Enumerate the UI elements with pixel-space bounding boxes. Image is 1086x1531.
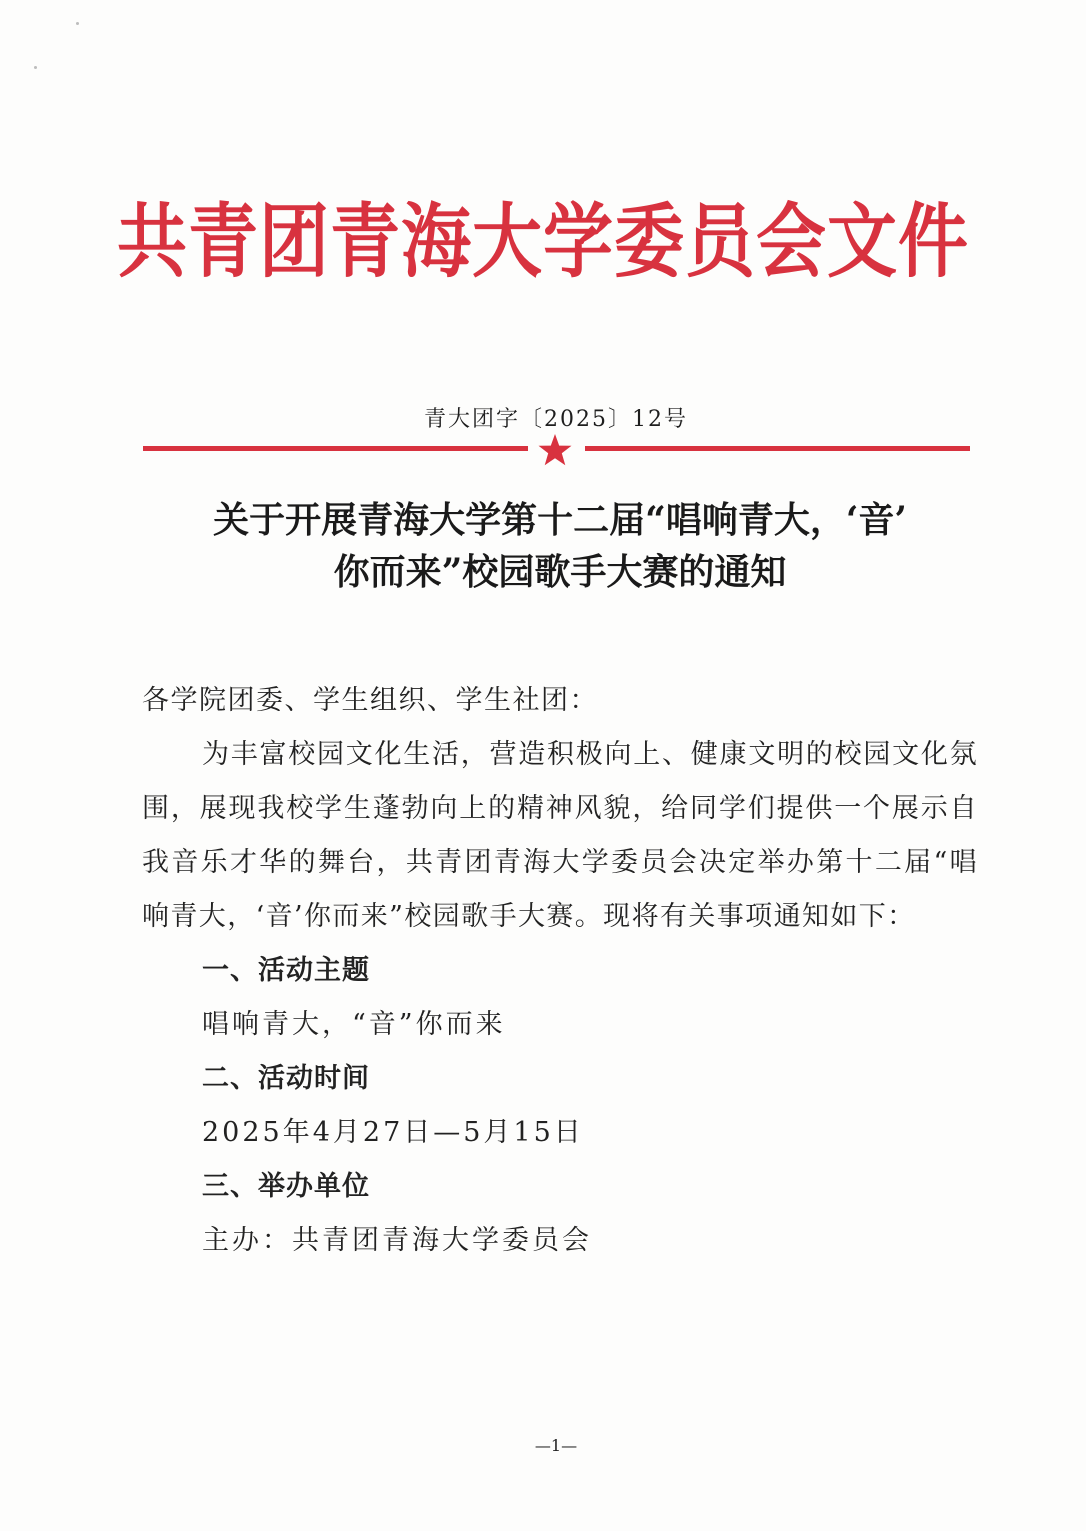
section-content-theme: 唱响青大，“音”你而来 — [202, 1009, 506, 1040]
separator-rule-left — [143, 446, 528, 451]
section-heading-time: 二、活动时间 — [202, 1063, 370, 1094]
separator-rule-right — [585, 446, 970, 451]
page-number: —1— — [534, 1436, 578, 1455]
notice-body — [142, 674, 978, 1268]
intro-paragraph: 为丰富校园文化生活，营造积极向上、健康文明的校园文化氛围，展现我校学生蓬勃向上的精神风貌，给同学们提供一个展示自我音乐才华的舞台，共青团青海大学委员会决定举办第十二届“唱响青大，‘音’你而来”校园歌手大赛。现将有关事项通知如下： — [142, 739, 978, 932]
document-number: 青大团字〔2025〕12号 — [424, 407, 688, 432]
masthead: 共青团青海大学委员会文件 — [117, 194, 969, 289]
notice-title-line-2: 你而来”校园歌手大赛的通知 — [333, 551, 787, 593]
section-content-organizer: 主办：共青团青海大学委员会 — [202, 1225, 592, 1256]
scan-speck — [76, 22, 79, 25]
notice-title — [135, 494, 985, 598]
salutation: 各学院团委、学生组织、学生社团： — [142, 685, 598, 716]
notice-title-line-1: 关于开展青海大学第十二届“唱响青大，‘音’ — [213, 499, 907, 541]
section-heading-theme: 一、活动主题 — [202, 955, 370, 986]
star-icon — [537, 432, 573, 468]
section-content-time: 2025年4月27日—5月15日 — [202, 1117, 584, 1148]
section-heading-organizer: 三、举办单位 — [202, 1171, 370, 1202]
scan-speck — [34, 66, 37, 69]
